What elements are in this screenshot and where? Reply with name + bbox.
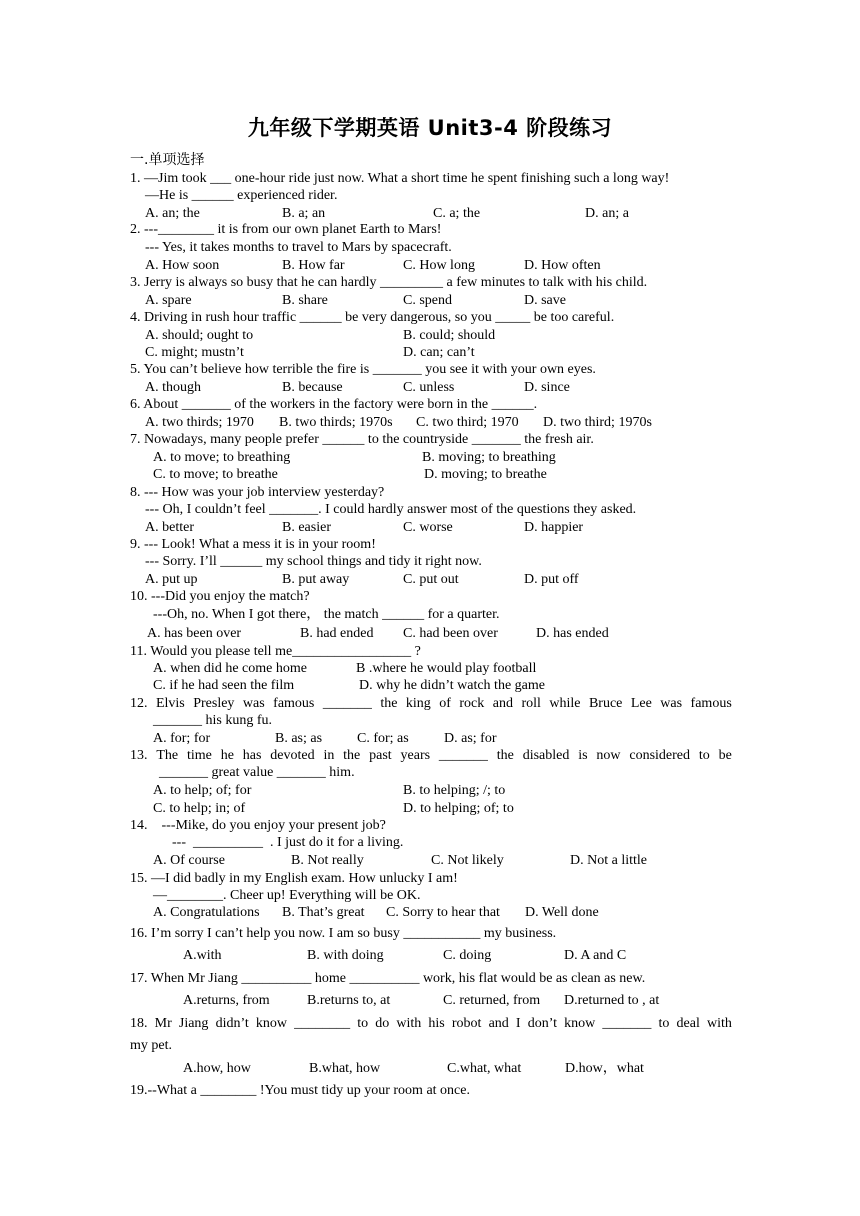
q12-word: and [492,696,513,711]
q14-option-a: A. Of course [153,853,225,868]
question-10-reply: ---Oh, no. When I got there， the match ______ for a quarter. [153,607,500,622]
q13-word: has [242,748,262,763]
q18-word: with [707,1016,732,1031]
q18-word: and [488,1016,509,1031]
q12-word: king [405,696,431,711]
q1-option-b: B. a; an [282,206,326,221]
q7-option-b: B. moving; to breathing [422,450,556,465]
question-5-text: 5. You can’t believe how terrible the fire is _______ you see it with your own eyes. [130,362,596,377]
q6-option-b: B. two thirds; 1970s [279,415,393,430]
q17-option-c: C. returned, from [443,993,541,1008]
q13-word: he [220,748,234,763]
question-11-text: 11. Would you please tell me_________________ ? [130,644,421,659]
question-19-text: 19.--What a ________ !You must tidy up your room at once. [130,1083,470,1098]
question-2-reply: --- Yes, it takes months to travel to Mars by spacecraft. [145,240,452,255]
q12-option-b: B. as; as [275,731,323,746]
q2-option-c: C. How long [403,258,475,273]
q12-word: famous [273,696,315,711]
q10-option-a: A. has been over [147,626,242,641]
q12-option-c: C. for; as [357,731,409,746]
question-3-text: 3. Jerry is always so busy that he can hardly _________ a few minutes to talk with his child. [130,275,648,290]
q13-word: the [343,748,361,763]
question-6-text: 6. About _______ of the workers in the factory were born in the ______. [130,397,538,412]
q10-option-c: C. had been over [403,626,498,641]
q18-word: didn’t [215,1016,249,1031]
question-8-text: 8. --- How was your job interview yesterday? [130,485,385,500]
q18-option-d: D.how，what [565,1061,644,1076]
q3-option-d: D. save [524,293,566,308]
q11-option-c: C. if he had seen the film [153,678,295,693]
q7-option-d: D. moving; to breathe [424,467,547,482]
question-7-text: 7. Nowadays, many people prefer ______ to the countryside _______ the fresh air. [130,432,594,447]
question-12-continuation: _______ his kung fu. [153,713,272,728]
q12-word: Presley [193,696,235,711]
q15-option-a: A. Congratulations [153,905,260,920]
q2-option-a: A. How soon [145,258,220,273]
q13-word: _______ [438,748,488,763]
q18-word: to [357,1016,369,1031]
question-12-text [130,695,732,713]
q4-option-a: A. should; ought to [145,328,254,343]
q9-option-a: A. put up [145,572,198,587]
q18-word: Mr [154,1016,172,1031]
q7-option-a: A. to move; to breathing [153,450,291,465]
q12-word: famous [690,696,732,711]
q6-option-d: D. two third; 1970s [543,415,652,430]
q5-option-d: D. since [524,380,570,395]
q10-option-b: B. had ended [300,626,374,641]
q4-option-b: B. could; should [403,328,496,343]
question-13-text [130,747,732,765]
q16-option-a: A.with [183,948,222,963]
question-2-text: 2. ---________ it is from our own planet Earth to Mars! [130,222,442,237]
q12-word: Lee [630,696,652,711]
q13-option-b: B. to helping; /; to [403,783,506,798]
q18-word: his [428,1016,445,1031]
q6-option-c: C. two third; 1970 [416,415,519,430]
q12-word: 12. [130,696,148,711]
question-14-reply: --- __________ . I just do it for a living. [172,835,404,850]
q13-word: is [578,748,588,763]
q5-option-c: C. unless [403,380,455,395]
q16-option-d: D. A and C [564,948,627,963]
q13-word: in [323,748,335,763]
q15-option-d: D. Well done [525,905,599,920]
q15-option-c: C. Sorry to hear that [386,905,500,920]
q12-word: _______ [322,696,372,711]
q13-word: years [400,748,431,763]
q18-option-c: C.what, what [447,1061,522,1076]
q12-word: while [549,696,581,711]
q17-option-b: B.returns to, at [307,993,391,1008]
q18-word: know [564,1016,596,1031]
q13-word: considered [629,748,691,763]
q13-word: time [186,748,212,763]
q6-option-a: A. two thirds; 1970 [145,415,254,430]
q18-word: do [375,1016,390,1031]
q18-word: with [396,1016,422,1031]
q12-word: Bruce [588,696,623,711]
q13-word: past [369,748,392,763]
question-16-text: 16. I’m sorry I can’t help you now. I am so busy ___________ my business. [130,926,557,941]
question-15-text: 15. —I did badly in my English exam. How unlucky I am! [130,871,458,886]
q13-word: 13. [130,748,148,763]
q12-option-d: D. as; for [444,731,497,746]
q18-word: robot [451,1016,482,1031]
q17-option-d: D.returned to , at [564,993,660,1008]
question-17-text: 17. When Mr Jiang __________ home __________ work, his flat would be as clean as new. [130,971,646,986]
question-18-text [130,1015,732,1033]
question-10-text: 10. ---Did you enjoy the match? [130,589,310,604]
q13-option-a: A. to help; of; for [153,783,252,798]
q7-option-c: C. to move; to breathe [153,467,278,482]
q11-option-b: B .where he would play football [356,661,537,676]
q16-option-c: C. doing [443,948,492,963]
question-1-reply: —He is ______ experienced rider. [145,188,338,203]
q3-option-c: C. spend [403,293,452,308]
q12-word: rock [459,696,485,711]
q8-option-a: A. better [145,520,194,535]
q1-option-c: C. a; the [433,206,481,221]
q12-word: was [242,696,265,711]
q1-option-a: A. an; the [145,206,200,221]
q12-word: of [439,696,451,711]
q18-word: ________ [294,1016,351,1031]
q13-option-c: C. to help; in; of [153,801,246,816]
q14-option-d: D. Not a little [570,853,647,868]
q18-word: I [515,1016,521,1031]
q13-word: devoted [270,748,315,763]
q12-word: roll [521,696,541,711]
question-14-text: 14. ---Mike, do you enjoy your present job? [130,818,386,833]
q16-option-b: B. with doing [307,948,384,963]
q13-word: now [596,748,621,763]
q9-option-b: B. put away [282,572,350,587]
q18-option-b: B.what, how [309,1061,381,1076]
question-15-reply: —________. Cheer up! Everything will be OK. [153,888,421,903]
question-8-reply: --- Oh, I couldn’t feel _______. I could hardly answer most of the questions they asked. [145,502,637,517]
q15-option-b: B. That’s great [282,905,365,920]
q14-option-b: B. Not really [291,853,364,868]
page-title: 九年级下学期英语 Unit3-4 阶段练习 [247,116,613,140]
q12-option-a: A. for; for [153,731,211,746]
q13-word: to [698,748,710,763]
q8-option-c: C. worse [403,520,453,535]
q18-word: Jiang [178,1016,209,1031]
q10-option-d: D. has ended [536,626,609,641]
q18-word: _______ [602,1016,652,1031]
q2-option-b: B. How far [282,258,345,273]
question-9-text: 9. --- Look! What a mess it is in your room! [130,537,376,552]
q13-word: The [156,748,179,763]
q8-option-b: B. easier [282,520,331,535]
q4-option-c: C. might; mustn’t [145,345,244,360]
section-heading: 一.单项选择 [130,152,205,168]
q9-option-d: D. put off [524,572,579,587]
q13-option-d: D. to helping; of; to [403,801,514,816]
q13-word: be [718,748,732,763]
q18-word: deal [676,1016,700,1031]
question-13-continuation: _______ great value _______ him. [159,765,355,780]
q18-word: 18. [130,1016,148,1031]
q13-word: disabled [522,748,570,763]
question-18-continuation: my pet. [130,1038,172,1053]
q11-option-d: D. why he didn’t watch the game [359,678,545,693]
q18-option-a: A.how, how [183,1061,251,1076]
q5-option-b: B. because [282,380,343,395]
q1-option-d: D. an; a [585,206,629,221]
question-4-text: 4. Driving in rush hour traffic ______ be very dangerous, so you _____ be too careful. [130,310,615,325]
q3-option-a: A. spare [145,293,192,308]
q5-option-a: A. though [145,380,201,395]
q2-option-d: D. How often [524,258,601,273]
q13-word: the [496,748,514,763]
q18-word: know [255,1016,288,1031]
q18-word: to [658,1016,670,1031]
q3-option-b: B. share [282,293,328,308]
q17-option-a: A.returns, from [183,993,270,1008]
question-1-text: 1. —Jim took ___ one-hour ride just now. What a short time he spent finishing such a long way! [130,171,670,186]
question-9-reply: --- Sorry. I’ll ______ my school things and tidy it right now. [145,554,482,569]
q18-word: don’t [527,1016,558,1031]
q12-word: was [660,696,683,711]
q12-word: the [380,696,398,711]
q4-option-d: D. can; can’t [403,345,475,360]
q9-option-c: C. put out [403,572,459,587]
q8-option-d: D. happier [524,520,584,535]
q14-option-c: C. Not likely [431,853,504,868]
q11-option-a: A. when did he come home [153,661,307,676]
q12-word: Elvis [155,696,185,711]
